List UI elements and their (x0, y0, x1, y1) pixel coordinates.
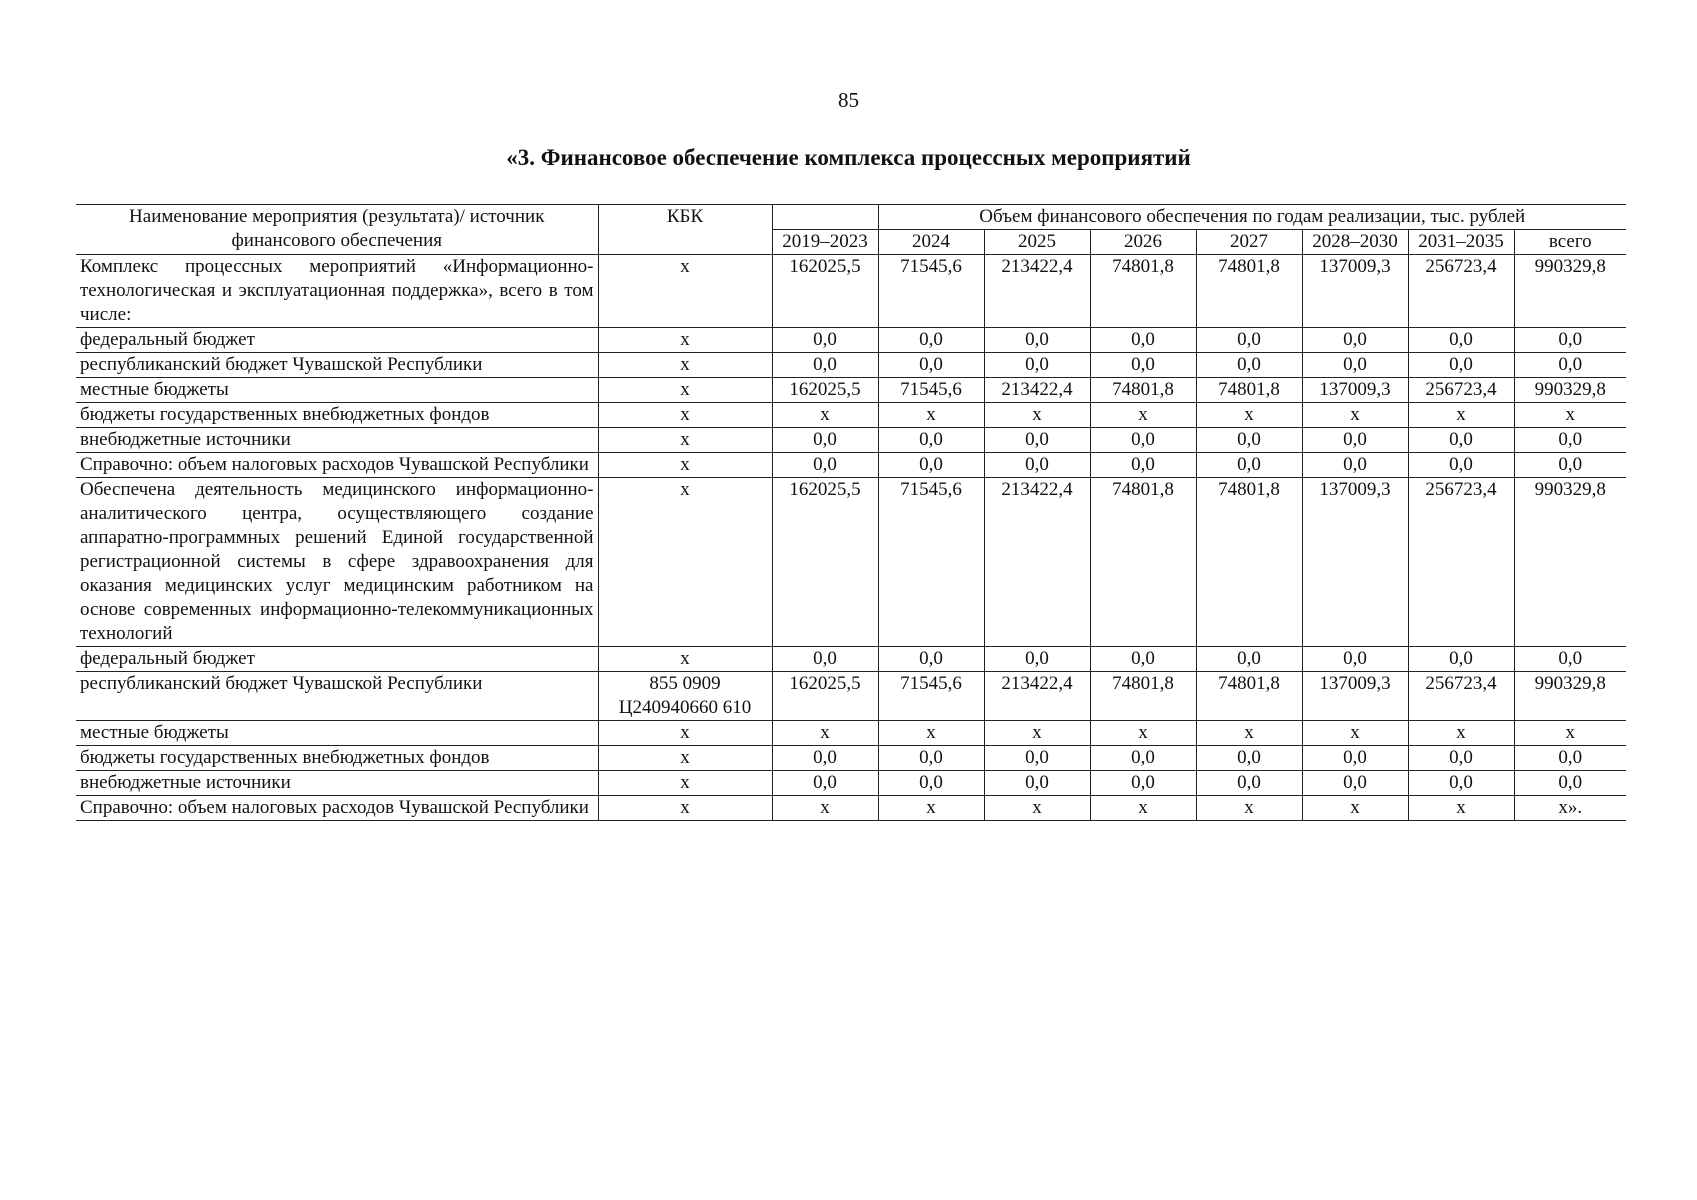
row-value-cell: x (1196, 403, 1302, 428)
header-year: 2025 (984, 230, 1090, 255)
table-header (76, 205, 1626, 255)
row-value-cell: x (1090, 796, 1196, 821)
row-kbk-cell: x (598, 771, 772, 796)
row-kbk-cell: x (598, 453, 772, 478)
row-total-cell: 990329,8 (1514, 255, 1626, 328)
row-value-cell: 0,0 (878, 771, 984, 796)
row-kbk-cell: x (598, 255, 772, 328)
row-value-cell: x (1302, 721, 1408, 746)
row-value-cell: 0,0 (1196, 328, 1302, 353)
row-value-cell: x (984, 721, 1090, 746)
row-value-cell: 0,0 (772, 771, 878, 796)
row-kbk-cell: x (598, 428, 772, 453)
header-year: 2019–2023 (772, 230, 878, 255)
table-row (76, 453, 1626, 478)
row-value-cell: 0,0 (1090, 647, 1196, 672)
row-value-cell: 0,0 (984, 353, 1090, 378)
row-value-cell: 0,0 (878, 328, 984, 353)
row-name-cell: Комплекс процессных мероприятий «Информационно-технологическая и эксплуатационная поддержка», всего в том числе: (76, 255, 598, 328)
row-value-cell: 74801,8 (1090, 672, 1196, 721)
row-value-cell: 0,0 (1196, 353, 1302, 378)
row-value-cell: 0,0 (1302, 428, 1408, 453)
row-kbk-cell: x (598, 746, 772, 771)
table-row (76, 478, 1626, 647)
row-value-cell: x (1408, 796, 1514, 821)
row-total-cell: x (1514, 721, 1626, 746)
row-value-cell: 0,0 (878, 746, 984, 771)
row-value-cell: 213422,4 (984, 255, 1090, 328)
row-value-cell: 137009,3 (1302, 378, 1408, 403)
financing-table (76, 204, 1626, 821)
table-row (76, 746, 1626, 771)
row-value-cell: 0,0 (1090, 428, 1196, 453)
header-year: 2027 (1196, 230, 1302, 255)
row-kbk-cell: x (598, 796, 772, 821)
row-value-cell: 71545,6 (878, 255, 984, 328)
row-name-cell: внебюджетные источники (76, 771, 598, 796)
row-value-cell: 0,0 (1302, 353, 1408, 378)
row-value-cell: 74801,8 (1196, 255, 1302, 328)
header-year: 2024 (878, 230, 984, 255)
page-number: 85 (838, 88, 859, 112)
row-value-cell: 0,0 (878, 353, 984, 378)
row-value-cell: 137009,3 (1302, 255, 1408, 328)
row-value-cell: 0,0 (1408, 746, 1514, 771)
row-name-cell: бюджеты государственных внебюджетных фондов (76, 403, 598, 428)
row-value-cell: 162025,5 (772, 378, 878, 403)
row-value-cell: x (878, 403, 984, 428)
row-value-cell: 0,0 (772, 746, 878, 771)
row-value-cell: 213422,4 (984, 378, 1090, 403)
row-value-cell: 213422,4 (984, 478, 1090, 647)
table-row (76, 796, 1626, 821)
row-kbk-cell: x (598, 353, 772, 378)
row-kbk-cell: x (598, 721, 772, 746)
row-name-cell: местные бюджеты (76, 721, 598, 746)
header-year: 2031–2035 (1408, 230, 1514, 255)
row-value-cell: 0,0 (772, 353, 878, 378)
row-value-cell: 256723,4 (1408, 478, 1514, 647)
row-value-cell: 0,0 (984, 771, 1090, 796)
row-value-cell: x (1408, 721, 1514, 746)
header-funding-group: Объем финансового обеспечения по годам реализации, тыс. рублей (878, 205, 1626, 230)
page-title: «3. Финансовое обеспечение комплекса процессных мероприятий (506, 145, 1191, 170)
row-value-cell: 0,0 (1302, 453, 1408, 478)
row-value-cell: 0,0 (1090, 746, 1196, 771)
row-value-cell: 162025,5 (772, 672, 878, 721)
row-value-cell: 74801,8 (1090, 478, 1196, 647)
row-value-cell: 0,0 (1408, 353, 1514, 378)
table-row (76, 428, 1626, 453)
header-year: 2026 (1090, 230, 1196, 255)
row-value-cell: 74801,8 (1090, 255, 1196, 328)
row-name-cell: республиканский бюджет Чувашской Республики (76, 672, 598, 721)
row-total-cell: 0,0 (1514, 428, 1626, 453)
row-value-cell: 74801,8 (1090, 378, 1196, 403)
table-row (76, 771, 1626, 796)
row-kbk-cell: x (598, 647, 772, 672)
row-total-cell: x». (1514, 796, 1626, 821)
row-value-cell: 0,0 (878, 647, 984, 672)
row-value-cell: 0,0 (1408, 771, 1514, 796)
row-value-cell: 0,0 (1408, 328, 1514, 353)
row-name-cell: Справочно: объем налоговых расходов Чувашской Республики (76, 453, 598, 478)
row-name-cell: внебюджетные источники (76, 428, 598, 453)
row-name-cell: федеральный бюджет (76, 647, 598, 672)
row-value-cell: 0,0 (1196, 453, 1302, 478)
header-kbk-column: КБК (598, 205, 772, 255)
table-row (76, 353, 1626, 378)
table-row (76, 255, 1626, 328)
row-total-cell: 990329,8 (1514, 672, 1626, 721)
row-value-cell: 162025,5 (772, 478, 878, 647)
table-body (76, 255, 1626, 821)
row-value-cell: x (878, 721, 984, 746)
row-value-cell: 137009,3 (1302, 672, 1408, 721)
row-value-cell: x (984, 796, 1090, 821)
row-name-cell: бюджеты государственных внебюджетных фондов (76, 746, 598, 771)
row-name-cell: Обеспечена деятельность медицинского информационно-аналитического центра, осуществляющего создание аппаратно-программных решений Единой государственной регистрационной системы в сфере здравоохранения для оказания медицинских услуг медицинским работником на основе современных информационно-телекоммуникационных технологий (76, 478, 598, 647)
row-total-cell: 0,0 (1514, 647, 1626, 672)
row-value-cell: x (984, 403, 1090, 428)
row-value-cell: 0,0 (1302, 328, 1408, 353)
row-value-cell: 71545,6 (878, 672, 984, 721)
row-value-cell: 0,0 (1302, 746, 1408, 771)
row-value-cell: 0,0 (1302, 771, 1408, 796)
row-value-cell: 0,0 (984, 328, 1090, 353)
table-row (76, 647, 1626, 672)
row-value-cell: 0,0 (1090, 771, 1196, 796)
table-row (76, 672, 1626, 721)
row-value-cell: 213422,4 (984, 672, 1090, 721)
row-value-cell: 0,0 (878, 453, 984, 478)
row-value-cell: 256723,4 (1408, 378, 1514, 403)
row-kbk-cell: x (598, 403, 772, 428)
row-value-cell: 0,0 (1090, 328, 1196, 353)
row-name-cell: Справочно: объем налоговых расходов Чувашской Республики (76, 796, 598, 821)
row-total-cell: 0,0 (1514, 771, 1626, 796)
row-value-cell: 0,0 (878, 428, 984, 453)
row-value-cell: x (878, 796, 984, 821)
row-value-cell: 0,0 (1408, 428, 1514, 453)
table-row (76, 328, 1626, 353)
header-name-column: Наименование мероприятия (результата)/ источник финансового обеспечения (76, 205, 598, 255)
row-total-cell: 0,0 (1514, 353, 1626, 378)
row-value-cell: x (1090, 721, 1196, 746)
table-row (76, 721, 1626, 746)
row-name-cell: республиканский бюджет Чувашской Республики (76, 353, 598, 378)
row-value-cell: 256723,4 (1408, 672, 1514, 721)
table-row (76, 378, 1626, 403)
row-value-cell: 74801,8 (1196, 672, 1302, 721)
row-kbk-cell: x (598, 478, 772, 647)
row-value-cell: x (772, 403, 878, 428)
row-value-cell: 0,0 (1408, 647, 1514, 672)
row-value-cell: x (1302, 796, 1408, 821)
row-kbk-cell: 855 0909 Ц240940660 610 (598, 672, 772, 721)
row-value-cell: 0,0 (772, 428, 878, 453)
row-value-cell: x (772, 721, 878, 746)
row-value-cell: 74801,8 (1196, 478, 1302, 647)
row-kbk-cell: x (598, 378, 772, 403)
row-value-cell: 256723,4 (1408, 255, 1514, 328)
row-name-cell: местные бюджеты (76, 378, 598, 403)
row-total-cell: 990329,8 (1514, 378, 1626, 403)
header-total: всего (1514, 230, 1626, 255)
row-value-cell: 0,0 (772, 453, 878, 478)
row-kbk-cell: x (598, 328, 772, 353)
row-value-cell: x (772, 796, 878, 821)
table-row (76, 403, 1626, 428)
row-value-cell: x (1090, 403, 1196, 428)
row-total-cell: 990329,8 (1514, 478, 1626, 647)
row-value-cell: 71545,6 (878, 478, 984, 647)
row-value-cell: 0,0 (1196, 647, 1302, 672)
row-value-cell: 0,0 (1408, 453, 1514, 478)
row-name-cell: федеральный бюджет (76, 328, 598, 353)
row-total-cell: 0,0 (1514, 328, 1626, 353)
header-year: 2028–2030 (1302, 230, 1408, 255)
row-value-cell: 0,0 (984, 746, 1090, 771)
row-total-cell: x (1514, 403, 1626, 428)
row-value-cell: 0,0 (772, 328, 878, 353)
row-total-cell: 0,0 (1514, 746, 1626, 771)
row-value-cell: 0,0 (1196, 771, 1302, 796)
row-value-cell: x (1408, 403, 1514, 428)
row-value-cell: 0,0 (984, 647, 1090, 672)
row-value-cell: 0,0 (1090, 353, 1196, 378)
row-total-cell: 0,0 (1514, 453, 1626, 478)
row-value-cell: 0,0 (1302, 647, 1408, 672)
row-value-cell: x (1196, 796, 1302, 821)
row-value-cell: 162025,5 (772, 255, 878, 328)
row-value-cell: 0,0 (772, 647, 878, 672)
row-value-cell: 0,0 (1090, 453, 1196, 478)
header-empty-cell (772, 205, 878, 230)
row-value-cell: 0,0 (1196, 746, 1302, 771)
row-value-cell: 74801,8 (1196, 378, 1302, 403)
row-value-cell: 71545,6 (878, 378, 984, 403)
row-value-cell: 137009,3 (1302, 478, 1408, 647)
row-value-cell: 0,0 (1196, 428, 1302, 453)
row-value-cell: x (1302, 403, 1408, 428)
row-value-cell: x (1196, 721, 1302, 746)
row-value-cell: 0,0 (984, 428, 1090, 453)
row-value-cell: 0,0 (984, 453, 1090, 478)
